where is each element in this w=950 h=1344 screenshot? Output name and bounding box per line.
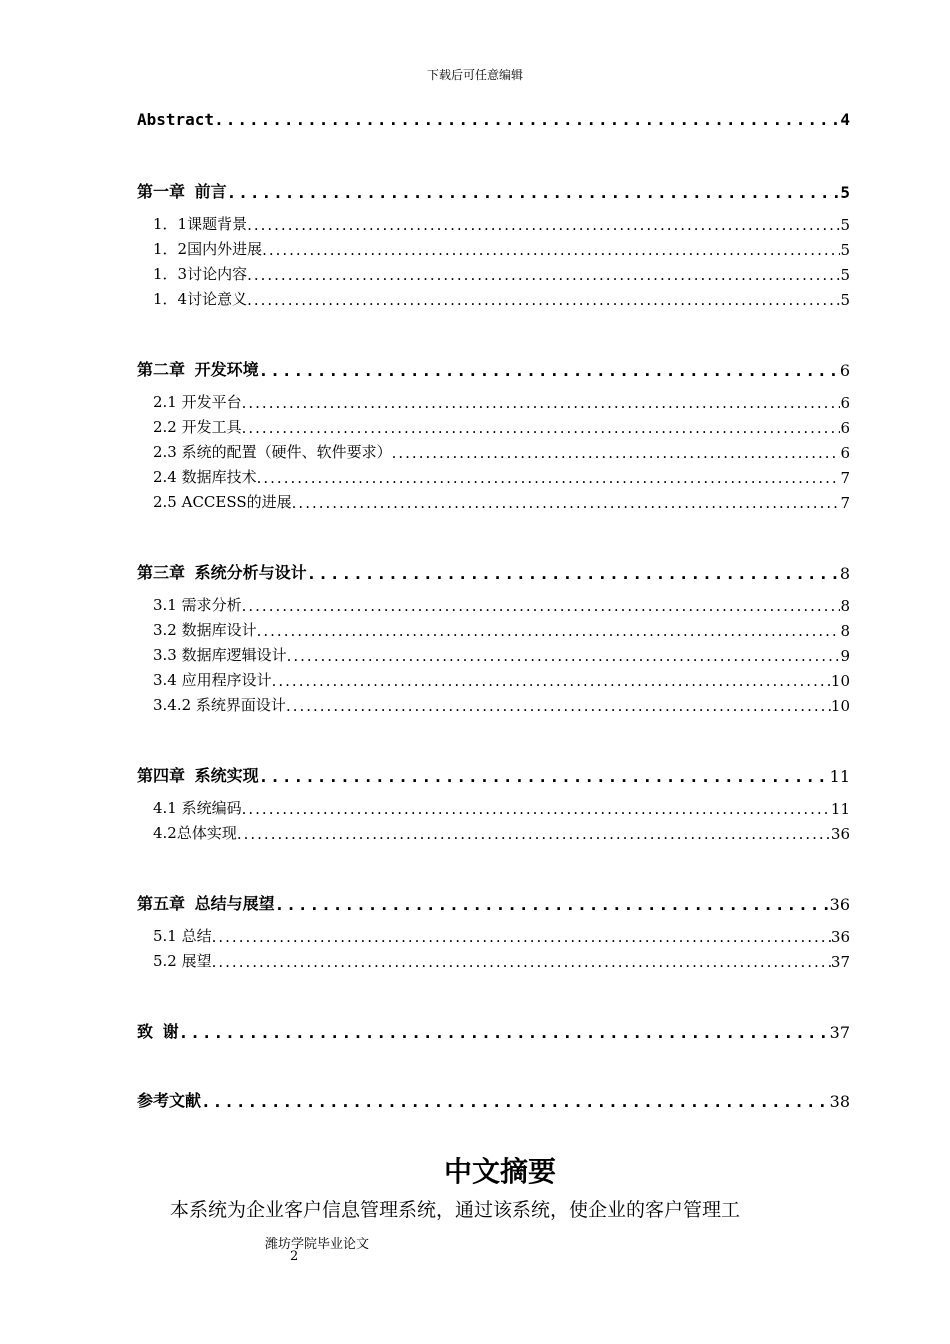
toc-title: 4.2总体实现 [153, 824, 237, 842]
toc-entry-chapter-3[interactable] [137, 560, 850, 583]
toc-leader [212, 953, 831, 971]
toc-leader [292, 494, 841, 512]
toc-entry-4-2[interactable] [137, 822, 850, 843]
toc-leader [257, 469, 841, 487]
toc-entry-2-3[interactable] [137, 441, 850, 462]
toc-leader [287, 647, 841, 665]
toc-title: 1．1课题背景 [153, 215, 248, 233]
toc-title: 第一章 前言 [137, 182, 227, 201]
toc-title: 第五章 总结与展望 [137, 894, 275, 913]
toc-entry-2-5[interactable] [137, 491, 850, 512]
toc-entry-abstract[interactable] [137, 110, 850, 129]
toc-entry-references[interactable] [137, 1088, 850, 1111]
toc-page: 10 [830, 697, 850, 715]
toc-leader [242, 394, 841, 412]
toc-leader [212, 928, 831, 946]
toc-entry-3-1[interactable] [137, 594, 850, 615]
toc-page: 38 [829, 1092, 850, 1111]
toc-page: 5 [840, 216, 850, 234]
toc-title: 2.5 ACCESS的进展 [153, 493, 292, 511]
toc-page: 36 [829, 895, 850, 914]
toc-title: 5.2 展望 [153, 952, 212, 970]
toc-entry-5-2[interactable] [137, 950, 850, 971]
toc-page: 36 [830, 928, 850, 946]
toc-entry-1-3[interactable] [137, 263, 850, 284]
toc-leader [259, 767, 830, 786]
toc-title: 2.1 开发平台 [153, 393, 242, 411]
toc-leader [286, 697, 831, 715]
page-number: 2 [290, 1249, 299, 1264]
toc-leader [392, 444, 841, 462]
abstract-cn-first-line: 本系统为企业客户信息管理系统，通过该系统，使企业的客户管理工 [170, 1199, 741, 1221]
toc-entry-1-4[interactable] [137, 288, 850, 309]
toc-entry-2-1[interactable] [137, 391, 850, 412]
toc-page: 37 [830, 953, 850, 971]
toc-page: 8 [840, 622, 850, 640]
toc-title: 5.1 总结 [153, 927, 212, 945]
toc-leader [242, 419, 841, 437]
toc-page: 11 [830, 800, 850, 818]
toc-title: 第三章 系统分析与设计 [137, 563, 307, 582]
toc-entry-3-2[interactable] [137, 619, 850, 640]
toc-leader [242, 597, 841, 615]
page-footer-text: 潍坊学院毕业论文 [265, 1237, 370, 1252]
toc-page: 6 [839, 361, 850, 380]
toc-entry-3-4-2[interactable] [137, 694, 850, 715]
toc-leader [237, 825, 831, 843]
toc-title: 第二章 开发环境 [137, 360, 259, 379]
toc-page: 5 [840, 291, 850, 309]
toc-entry-chapter-1[interactable] [137, 179, 850, 202]
toc-page: 6 [840, 444, 850, 462]
toc-page: 8 [840, 597, 850, 615]
toc-title: 3.4 应用程序设计 [153, 671, 272, 689]
toc-leader [247, 216, 840, 234]
toc-entry-4-1[interactable] [137, 797, 850, 818]
toc-leader [214, 110, 840, 129]
toc-page: 4 [840, 110, 850, 129]
toc-entry-1-1[interactable] [137, 213, 850, 234]
toc-entry-5-1[interactable] [137, 925, 850, 946]
toc-leader [272, 672, 831, 690]
toc-entry-1-2[interactable] [137, 238, 850, 259]
toc-page: 36 [830, 825, 850, 843]
toc-page: 8 [839, 564, 850, 583]
toc-title: 4.1 系统编码 [153, 799, 242, 817]
toc-entry-chapter-5[interactable] [137, 891, 850, 914]
toc-leader [259, 361, 840, 380]
toc-page: 9 [840, 647, 850, 665]
toc-page: 6 [840, 394, 850, 412]
toc-page: 11 [829, 767, 850, 786]
toc-entry-2-2[interactable] [137, 416, 850, 437]
toc-title: 2.4 数据库技术 [153, 468, 257, 486]
toc-leader [227, 183, 841, 202]
abstract-cn-title: 中文摘要 [443, 1155, 556, 1188]
toc-title: 3.2 数据库设计 [153, 621, 257, 639]
toc-page: 5 [840, 241, 850, 259]
toc-leader [257, 622, 841, 640]
toc-title: 1．4讨论意义 [153, 290, 248, 308]
toc-leader [179, 1023, 830, 1042]
toc-entry-3-3[interactable] [137, 644, 850, 665]
toc-leader [247, 291, 840, 309]
toc-entry-acknowledgements[interactable] [137, 1019, 850, 1042]
toc-title: 2.2 开发工具 [153, 418, 242, 436]
toc-title: Abstract [137, 110, 215, 129]
toc-page: 5 [840, 183, 850, 202]
toc-title: 3.3 数据库逻辑设计 [153, 646, 287, 664]
toc-entry-chapter-4[interactable] [137, 763, 850, 786]
toc-title: 3.4.2 系统界面设计 [153, 696, 286, 714]
toc-title: 1．3讨论内容 [153, 265, 248, 283]
toc-entry-chapter-2[interactable] [137, 357, 850, 380]
toc-leader [307, 564, 840, 583]
toc-page: 7 [840, 494, 850, 512]
toc-leader [201, 1092, 830, 1111]
toc-title: 参考文献 [137, 1091, 202, 1110]
toc-title: 致 谢 [137, 1022, 179, 1041]
toc-page: 7 [840, 469, 850, 487]
toc-leader [275, 895, 830, 914]
toc-entry-3-4[interactable] [137, 669, 850, 690]
toc-leader [242, 800, 831, 818]
toc-title: 3.1 需求分析 [153, 596, 242, 614]
toc-leader [247, 266, 840, 284]
page-header: 下载后可任意编辑 [426, 68, 523, 82]
toc-page: 10 [830, 672, 850, 690]
toc-leader [262, 241, 840, 259]
toc-title: 第四章 系统实现 [137, 766, 259, 785]
toc-page: 37 [829, 1023, 850, 1042]
toc-entry-2-4[interactable] [137, 466, 850, 487]
toc-page: 5 [840, 266, 850, 284]
toc-title: 2.3 系统的配置（硬件、软件要求） [153, 443, 392, 461]
toc-page: 6 [840, 419, 850, 437]
toc-title: 1．2国内外进展 [153, 240, 263, 258]
